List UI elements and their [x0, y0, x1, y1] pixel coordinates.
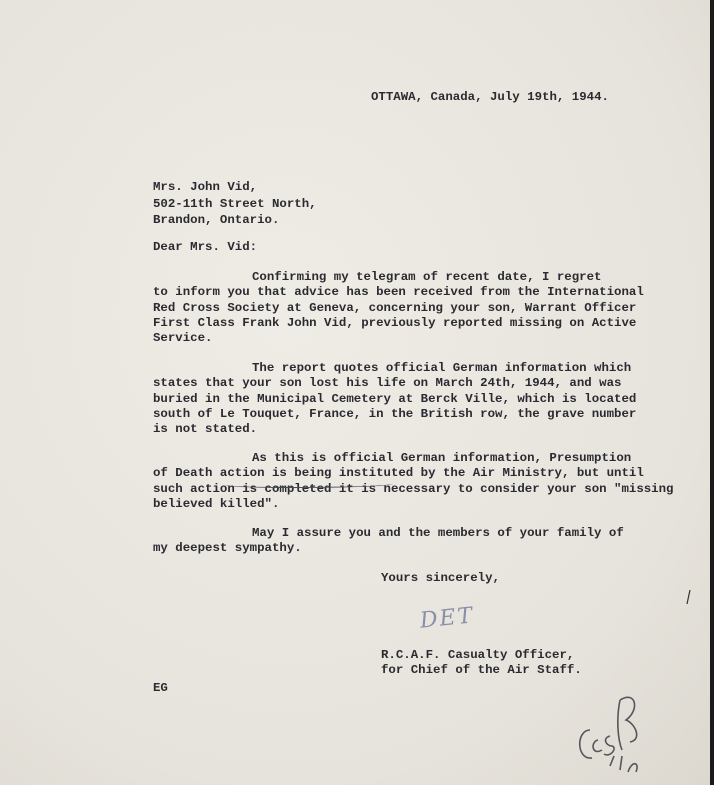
address-line: Brandon, Ontario. — [153, 213, 280, 227]
address-line: 502-11th Street North, — [153, 196, 317, 211]
closing-text: Yours sincerely, — [381, 571, 500, 585]
text-line: of Death action is being instituted by the Air Ministry, but until — [153, 466, 644, 481]
text-line: buried in the Municipal Cemetery at Berck Ville, which is located — [153, 391, 637, 406]
paragraph-1 — [153, 270, 644, 346]
text-line: states that your son lost his life on March 24th, 1944, and was — [153, 376, 622, 391]
text-line: May I assure you and the members of your family of — [252, 526, 624, 540]
closing — [381, 571, 500, 586]
recipient-address — [153, 179, 317, 229]
date-text: OTTAWA, Canada, July 19th, 1944. — [371, 90, 609, 104]
text-line: Red Cross Society at Geneva, concerning your son, Warrant Officer — [153, 300, 637, 315]
text-line: to inform you that advice has been received from the International — [153, 285, 644, 300]
text-line: As this is official German information, Presumption — [252, 451, 632, 465]
salutation-text: Dear Mrs. Vid: — [153, 240, 258, 254]
text-line: Service. — [153, 331, 213, 346]
reference-text: EG — [153, 681, 168, 695]
salutation — [153, 240, 257, 255]
date-line — [371, 90, 609, 105]
paragraph-2 — [153, 361, 636, 437]
signatory-block — [381, 648, 582, 679]
text-line: The report quotes official German information which — [252, 361, 632, 375]
text-line: my deepest sympathy. — [153, 541, 302, 556]
margin-mark — [684, 588, 694, 608]
paragraph-4 — [153, 526, 624, 557]
reference-initials — [153, 681, 168, 696]
text-line: is not stated. — [153, 422, 258, 437]
signature-initials: DET — [418, 603, 476, 634]
address-line: Mrs. John Vid, — [153, 180, 258, 194]
text-line: such action is completed it is necessary to consider your son "missing — [153, 481, 674, 496]
signatory-line: for Chief of the Air Staff. — [381, 663, 582, 678]
text-line: First Class Frank John Vid, previously reported missing on Active — [153, 315, 637, 330]
text-line: believed killed". — [153, 496, 280, 511]
scan-edge — [710, 0, 714, 785]
handwritten-note — [570, 680, 660, 780]
text-line: Confirming my telegram of recent date, I regret — [252, 270, 602, 284]
signatory-line: R.C.A.F. Casualty Officer, — [381, 648, 575, 662]
text-line: south of Le Touquet, France, in the British row, the grave number — [153, 406, 637, 421]
